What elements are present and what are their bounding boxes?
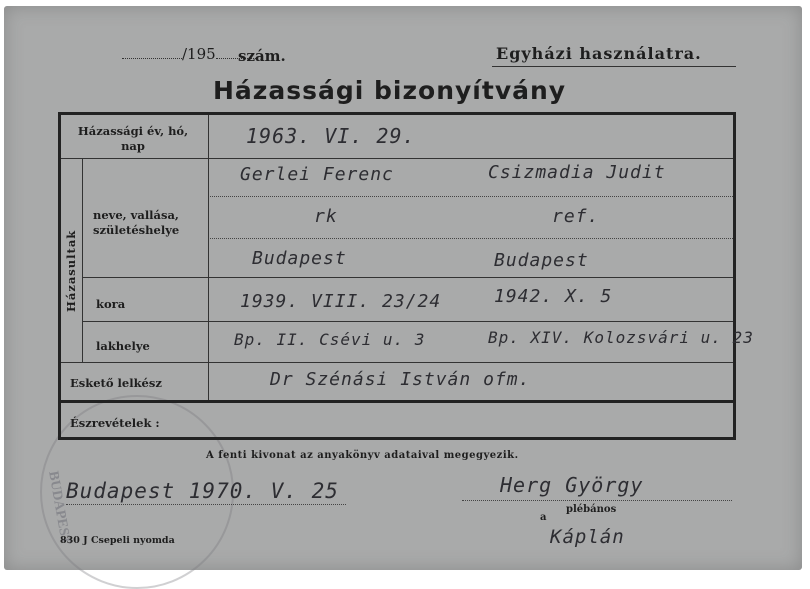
conformity-statement: A fenti kivonat az anyakönyv adataival megegyezik. [206, 450, 519, 461]
number-label: szám. [238, 47, 286, 65]
certificate-number [122, 45, 256, 63]
row-divider-residence [61, 362, 733, 363]
church-use-label: Egyházi használatra. [496, 44, 702, 63]
residence-label: lakhelye [96, 339, 150, 353]
marriage-date-value: 1963. VI. 29. [246, 124, 416, 148]
bride-birth-date-value: 1942. X. 5 [494, 286, 613, 307]
bride-birthplace-value: Budapest [494, 250, 589, 271]
officiant-label: Eskető lelkész [70, 376, 162, 390]
church-use-underline [492, 66, 736, 67]
groom-residence-value: Bp. II. Csévi u. 3 [234, 330, 426, 349]
document-title: Házassági bizonyítvány [213, 76, 567, 105]
number-suffix: /195 [182, 45, 216, 63]
bride-residence-value: Bp. XIV. Kolozsvári u. 23 [488, 328, 754, 347]
row-divider-birthplace [82, 277, 733, 278]
bride-name-value: Csizmadia Judit [488, 162, 666, 183]
remarks-label: Észrevételek : [70, 416, 160, 430]
signature-line [462, 500, 732, 501]
row-divider-name [210, 196, 733, 197]
priest-signature: Herg György [500, 473, 644, 497]
stamp-text: BUDAPEST [45, 470, 73, 547]
role-label: plébános [566, 504, 617, 515]
role-handwritten: Káplán [550, 526, 625, 548]
side-label-divider [82, 159, 83, 362]
place-date-line [66, 504, 346, 505]
bride-religion-value: ref. [552, 206, 600, 227]
printer-imprint: 830 J Csepeli nyomda [60, 535, 175, 546]
groom-birthplace-value: Budapest [252, 248, 347, 269]
row-divider-religion [210, 238, 733, 239]
groom-name-value: Gerlei Ferenc [240, 164, 394, 185]
age-label: kora [96, 297, 126, 311]
row-divider-age [82, 321, 733, 322]
groom-religion-value: rk [314, 206, 338, 227]
row-divider-officiant [61, 400, 733, 403]
officiant-value: Dr Szénási István ofm. [270, 369, 531, 390]
name-religion-birthplace-label: neve, vallása, születéshelye [93, 208, 180, 237]
groom-birth-date-value: 1939. VIII. 23/24 [240, 291, 442, 312]
spouses-side-label: Házasultak [64, 229, 78, 312]
row-divider-date [61, 158, 733, 159]
issue-place-date: Budapest 1970. V. 25 [66, 479, 339, 503]
role-prefix: a [540, 512, 547, 523]
date-label: Házassági év, hó, nap [77, 124, 189, 153]
